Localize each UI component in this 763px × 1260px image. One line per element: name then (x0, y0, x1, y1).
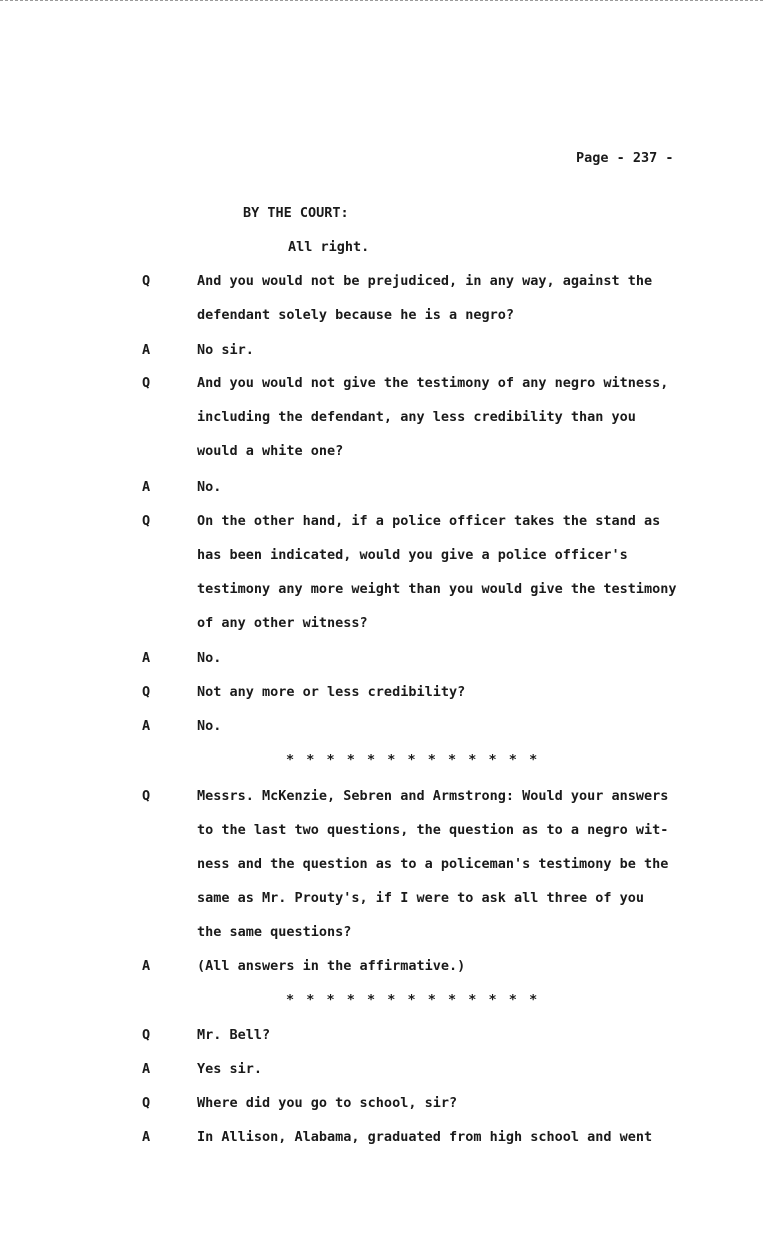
transcript-line: ness and the question as to a policeman's testimony be the (197, 856, 669, 872)
transcript-line: testimony any more weight than you would give the testimony (197, 581, 677, 597)
speaker-label: Q (142, 273, 151, 289)
speaker-label: Q (142, 684, 151, 700)
section-separator: * * * * * * * * * * * * * (286, 992, 540, 1008)
transcript-line: And you would not give the testimony of any negro witness, (197, 375, 669, 391)
speaker-label: Q (142, 1027, 151, 1043)
transcript-line: including the defendant, any less credibility than you (197, 409, 636, 425)
transcript-line: Not any more or less credibility? (197, 684, 466, 700)
speaker-label: Q (142, 788, 151, 804)
transcript-line: of any other witness? (197, 615, 368, 631)
speaker-label: Q (142, 1095, 151, 1111)
speaker-label: A (142, 1129, 151, 1145)
transcript-line: (All answers in the affirmative.) (197, 958, 466, 974)
speaker-label: A (142, 718, 151, 734)
speaker-label: A (142, 342, 151, 358)
transcript-line: would a white one? (197, 443, 344, 459)
page-number: Page - 237 - (576, 150, 674, 166)
transcript-line: No. (197, 718, 222, 734)
transcript-line: Yes sir. (197, 1061, 263, 1077)
transcript-line: has been indicated, would you give a police officer's (197, 547, 628, 563)
speaker-label: A (142, 958, 151, 974)
transcript-line: same as Mr. Prouty's, if I were to ask all three of you (197, 890, 645, 906)
transcript-line: No. (197, 650, 222, 666)
transcript-line: No. (197, 479, 222, 495)
transcript-line: No sir. (197, 342, 254, 358)
transcript-line: to the last two questions, the question as to a negro wit- (197, 822, 669, 838)
speaker-label: A (142, 479, 151, 495)
court-reply: All right. (288, 239, 370, 255)
speaker-label: Q (142, 513, 151, 529)
court-heading: BY THE COURT: (243, 205, 349, 221)
transcript-line: the same questions? (197, 924, 352, 940)
speaker-label: A (142, 1061, 151, 1077)
section-separator: * * * * * * * * * * * * * (286, 752, 540, 768)
transcript-line: Messrs. McKenzie, Sebren and Armstrong: Would your answers (197, 788, 669, 804)
transcript-line: Where did you go to school, sir? (197, 1095, 458, 1111)
transcript-line: And you would not be prejudiced, in any way, against the (197, 273, 653, 289)
speaker-label: Q (142, 375, 151, 391)
transcript-line: defendant solely because he is a negro? (197, 307, 514, 323)
transcript-line: Mr. Bell? (197, 1027, 271, 1043)
page-top-edge (0, 0, 763, 4)
speaker-label: A (142, 650, 151, 666)
transcript-line: On the other hand, if a police officer takes the stand as (197, 513, 661, 529)
transcript-line: In Allison, Alabama, graduated from high school and went (197, 1129, 653, 1145)
